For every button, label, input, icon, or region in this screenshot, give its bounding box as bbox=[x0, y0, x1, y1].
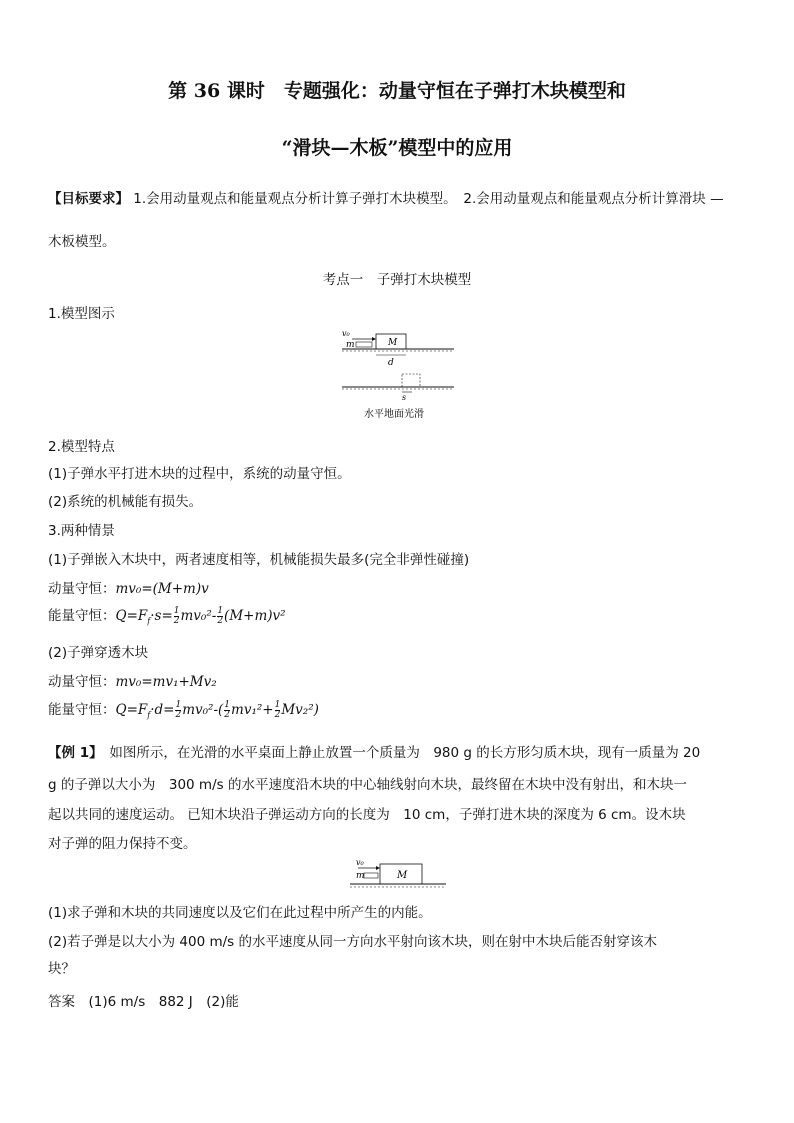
feature-2: (2)系统的机械能有损失。 bbox=[48, 494, 203, 510]
fig1-v0-label: v₀ bbox=[342, 329, 350, 338]
case1-energy-eq: $Q=F_f\cdot s=$ $\frac{1}{2}$ mv₀²- $\frac{1}{2}$ (M+m)v² bbox=[115, 606, 286, 626]
case2-momentum-eq: mv₀=mv₁+Mv₂ bbox=[115, 674, 217, 690]
case1-energy-label: 能量守恒： bbox=[48, 608, 116, 624]
question-2-line2: 块？ bbox=[48, 961, 75, 977]
case-2: (2)子弹穿透木块 bbox=[48, 645, 149, 661]
goal-line2: 木板模型。 bbox=[48, 234, 116, 250]
fig1-arrow-head bbox=[372, 337, 376, 341]
example1-label: 【例 1】 bbox=[48, 745, 96, 761]
fig1-m-label: m bbox=[346, 340, 355, 350]
fig1-d-label: d bbox=[388, 358, 394, 368]
example1-line4: 对子弹的阻力保持不变。 bbox=[48, 836, 197, 852]
fig1-M-label: M bbox=[388, 338, 398, 348]
case1-momentum bbox=[48, 577, 209, 597]
example1-line3: 起以共同的速度运动。 已知木块沿子弹运动方向的长度为 10 cm，子弹打进木块的深度为 6 cm。设木块 bbox=[48, 807, 686, 823]
page-title-line1: 第 36 课时 专题强化：动量守恒在子弹打木块模型和 bbox=[168, 80, 626, 102]
figure-title: 1.模型图示 bbox=[48, 306, 115, 322]
fig1-bullet bbox=[356, 342, 372, 347]
fig2-bullet bbox=[364, 873, 378, 878]
example1-text-1: 如图所示，在光滑的水平桌面上静止放置一个质量为 980 g 的长方形匀质木块，现有一质量为 20 bbox=[95, 745, 701, 761]
fig2-m-label: m bbox=[356, 871, 365, 881]
example-figure bbox=[350, 856, 450, 892]
fig2-v0-label: v₀ bbox=[356, 858, 364, 867]
goal-line1 bbox=[48, 187, 724, 207]
question-2-line1: (2)若子弹是以大小为 400 m/s 的水平速度从同一方向水平射向该木块，则在射中木块后能否射穿该木 bbox=[48, 934, 657, 950]
case1-momentum-eq: mv₀=(M+m)v bbox=[115, 581, 209, 597]
goal-label: 【目标要求】 bbox=[48, 191, 129, 207]
case2-energy-eq: $Q=F_f\cdot d=$ $\frac{1}{2}$ mv₀²-( $\frac{1}{2}$ mv₁²+ $\frac{1}{2}$ Mv₂²) bbox=[115, 700, 319, 720]
question-1: (1)求子弹和木块的共同速度以及它们在此过程中所产生的内能。 bbox=[48, 905, 432, 921]
fig1-s-label: s bbox=[402, 393, 407, 402]
features-title: 2.模型特点 bbox=[48, 439, 115, 455]
example1-line1 bbox=[48, 741, 700, 761]
example1-line2: g 的子弹以大小为 300 m/s 的水平速度沿木块的中心轴线射向木块，最终留在木块中没有射出，和木块一 bbox=[48, 777, 687, 793]
case2-momentum-label: 动量守恒： bbox=[48, 674, 116, 690]
fig2-M-label: M bbox=[397, 870, 408, 881]
case2-energy bbox=[48, 698, 319, 720]
goal-text-1: 1.会用动量观点和能量观点分析计算子弹打木块模型。 2.会用动量观点和能量观点分析计算滑块 — bbox=[133, 191, 724, 207]
fig2-arrow-head bbox=[376, 866, 380, 870]
answer: 答案 (1)6 m/s 882 J (2)能 bbox=[48, 994, 239, 1010]
page-title-line2: “滑块—木板”模型中的应用 bbox=[281, 137, 513, 159]
case1-momentum-label: 动量守恒： bbox=[48, 581, 116, 597]
bullet-block-figure bbox=[338, 327, 468, 423]
case2-energy-label: 能量守恒： bbox=[48, 702, 116, 718]
section-heading: 考点一 子弹打木块模型 bbox=[322, 272, 472, 288]
case2-momentum bbox=[48, 670, 217, 690]
case-1: (1)子弹嵌入木块中，两者速度相等，机械能损失最多(完全非弹性碰撞) bbox=[48, 552, 470, 568]
feature-1: (1)子弹水平打进木块的过程中，系统的动量守恒。 bbox=[48, 466, 351, 482]
fig1-caption: 水平地面光滑 bbox=[364, 409, 424, 420]
fig1-block-final bbox=[402, 374, 420, 387]
case1-energy bbox=[48, 604, 286, 626]
cases-title: 3.两种情景 bbox=[48, 523, 115, 539]
